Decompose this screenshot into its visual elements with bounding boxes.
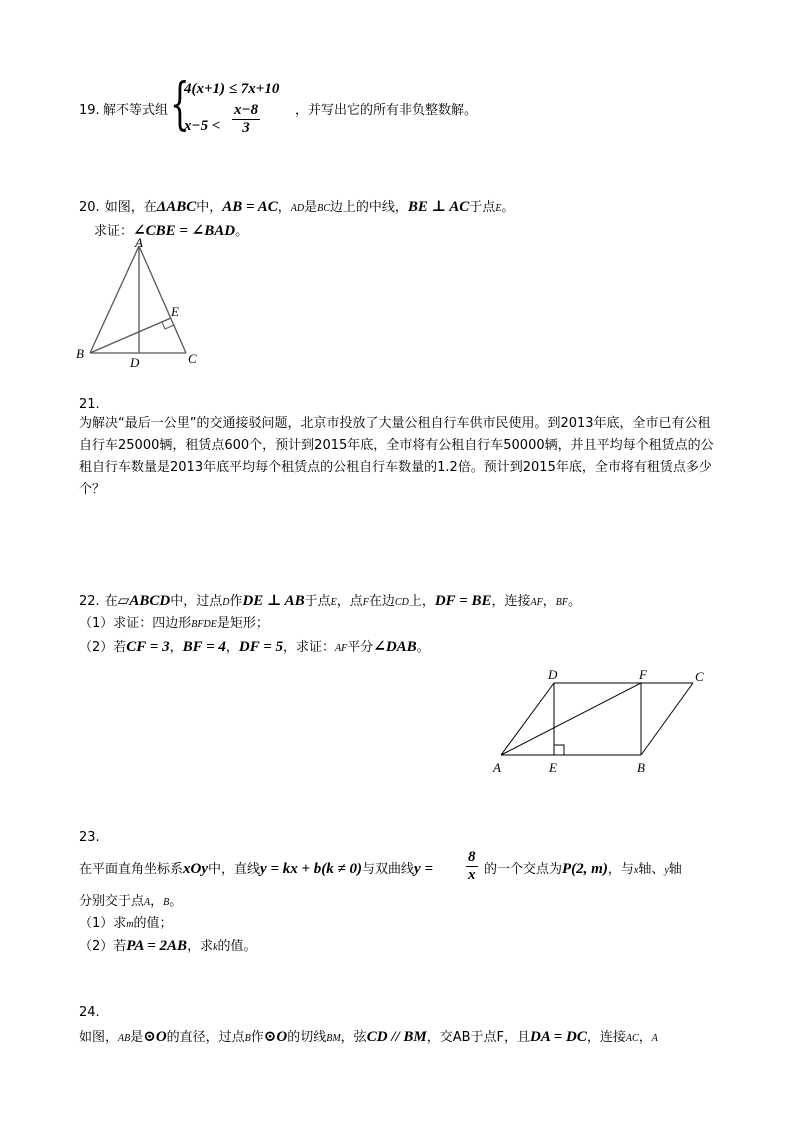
- q24-text: ，: [638, 1030, 652, 1045]
- q23-var: x: [633, 865, 639, 876]
- q22-text: ，连接: [491, 594, 531, 609]
- label-C: C: [695, 669, 704, 684]
- q22-part-2-label: （2）若: [79, 640, 127, 655]
- label-F: F: [639, 667, 647, 682]
- q23-text: ，: [150, 894, 164, 909]
- q22-text: 在边: [368, 594, 395, 609]
- q23-part-1: [79, 912, 173, 934]
- q24-number: 24.: [79, 1005, 100, 1020]
- q19-tail: ，并写出它的所有非负整数解。: [295, 103, 478, 118]
- label-E: E: [171, 304, 179, 319]
- q19-fraction-denominator: 3: [242, 120, 250, 136]
- q24-var: A: [651, 1033, 658, 1044]
- q22-math: ∠DAB: [373, 639, 417, 655]
- q22-math: ▱ABCD: [117, 593, 171, 609]
- q22-text: 在: [104, 594, 118, 609]
- right-angle-mark-E: [554, 745, 564, 755]
- q19-inequality-2-left: x−5 <: [184, 118, 221, 134]
- q23-math: P(2, m): [562, 861, 608, 877]
- q20-text: 中，: [196, 200, 223, 215]
- line-CB: [641, 683, 693, 755]
- q20-math: AB = AC: [222, 199, 278, 215]
- q23-text: 。: [169, 894, 183, 909]
- q23-fraction-denominator: x: [468, 867, 476, 883]
- q24-math: ⊙O: [143, 1029, 167, 1045]
- q20-math: BE ⊥ AC: [407, 199, 470, 215]
- q23-text: 的值。: [217, 939, 257, 954]
- q24-var: AC: [625, 1033, 639, 1044]
- label-D: D: [130, 355, 140, 370]
- q19-inequality-1: 4(x+1) ≤ 7x+10: [184, 81, 280, 97]
- q22-text: 是矩形；: [216, 616, 269, 631]
- q22-text: ，点: [336, 594, 363, 609]
- q23-var: B: [163, 897, 170, 908]
- q23-math: y = kx + b(k ≠ 0): [260, 861, 363, 877]
- q20-text: ，: [277, 200, 291, 215]
- line-BE: [90, 318, 171, 353]
- q23-part-1-label: （1）求: [79, 916, 127, 931]
- q22-text: 上，: [408, 594, 435, 609]
- q22-var: D: [222, 597, 230, 608]
- q22-text: ，: [169, 640, 183, 655]
- q22-var: BF: [555, 597, 568, 608]
- q23-var: A: [144, 897, 151, 908]
- q22-text: 平分: [347, 640, 374, 655]
- line-AD: [501, 683, 554, 755]
- q23-part-2: [79, 935, 257, 957]
- q22-line-1: [79, 590, 581, 612]
- q23-text: 轴: [668, 862, 682, 877]
- q20-triangle-figure: [70, 236, 210, 371]
- q22-math: DF = BE: [434, 593, 492, 609]
- q24-text: 如图，: [79, 1030, 119, 1045]
- q19-fraction-numerator: x−8: [234, 102, 259, 118]
- q22-var: AF: [530, 597, 543, 608]
- q22-var: BFDE: [191, 619, 217, 630]
- q23-var: k: [213, 942, 218, 953]
- label-A: A: [135, 236, 143, 250]
- q24-var: AB: [118, 1033, 131, 1044]
- q19-inequality-2-fraction: [232, 102, 260, 137]
- q22-text: 于点: [304, 594, 331, 609]
- q22-text: 。: [416, 640, 430, 655]
- label-B: B: [637, 760, 645, 775]
- q23-text: ，与: [607, 862, 634, 877]
- q22-text: 。: [567, 594, 581, 609]
- q20-var: BC: [317, 203, 330, 214]
- q22-var: CD: [394, 597, 409, 608]
- q24-var: BM: [326, 1033, 341, 1044]
- line-AC: [139, 246, 186, 353]
- q20-var: E: [495, 203, 502, 214]
- q21-text: 为解决“最后一公里”的交通接驳问题，北京市投放了大量公租自行车供市民使用。到2013年底，全市已有公租自行车25000辆，租赁点600个，预计到2015年底，全市将有公租自行车50000辆，并且平均每个租赁点的公租自行车数量是2013年底平均每个租赁点的公租自行车数量的1.2倍。预计到2015年底，全市将有租赁点多少个？: [79, 416, 714, 497]
- q24-line-1: [79, 1026, 658, 1048]
- q23-hyperbola-fraction: [466, 849, 478, 884]
- q23-text: 轴、: [638, 862, 665, 877]
- q22-text: ，: [225, 640, 239, 655]
- q20-prove-label: 求证：: [94, 224, 134, 239]
- q20-line-1: [79, 196, 514, 218]
- q24-text: 是: [130, 1030, 144, 1045]
- q23-math: y =: [414, 861, 433, 877]
- line-AF: [501, 683, 641, 755]
- q23-math: PA = 2AB: [126, 938, 188, 954]
- q24-text: 的切线: [287, 1030, 327, 1045]
- q23-part-2-label: （2）若: [79, 939, 127, 954]
- q22-math: DF = 5: [238, 639, 284, 655]
- q22-text: 作: [229, 594, 243, 609]
- label-C: C: [188, 351, 197, 366]
- label-D: D: [548, 667, 558, 682]
- label-E: E: [549, 760, 557, 775]
- q23-number: 23.: [79, 830, 100, 845]
- q23-line-1: [79, 858, 433, 879]
- q24-text: ，连接: [586, 1030, 626, 1045]
- q22-math: BF = 4: [182, 639, 226, 655]
- q22-var: AF: [335, 643, 348, 654]
- q20-prove-end: 。: [235, 224, 249, 239]
- q20-text: 边上的中线，: [329, 200, 408, 215]
- q22-number: 22.: [79, 594, 100, 609]
- q23-text: 与双曲线: [362, 862, 415, 877]
- q23-math: xOy: [183, 861, 209, 877]
- q22-math: CF = 3: [126, 639, 170, 655]
- q20-math: ΔABC: [156, 199, 197, 215]
- q22-var: F: [362, 597, 369, 608]
- q23-line-2: [79, 890, 182, 912]
- q20-text: 如图，在: [104, 200, 157, 215]
- q19-number: 19.: [79, 103, 100, 118]
- q22-part-1-label: （1）求证：四边形: [79, 616, 192, 631]
- q24-text: ，弦: [340, 1030, 367, 1045]
- q24-text: 作: [250, 1030, 264, 1045]
- q20-number: 20.: [79, 200, 100, 215]
- q24-math: DA = DC: [530, 1029, 587, 1045]
- q23-text: 的一个交点为: [484, 862, 563, 877]
- label-A: A: [493, 760, 501, 775]
- q21-number: 21.: [79, 397, 100, 412]
- q23-line-1-tail: [484, 858, 682, 880]
- q23-var: y: [664, 865, 669, 876]
- q19-brace: {: [170, 72, 190, 137]
- q22-part-1: [79, 612, 269, 634]
- q23-var: m: [126, 919, 134, 930]
- q22-parallelogram-figure: [485, 664, 715, 779]
- q23-text: 的值；: [133, 916, 173, 931]
- q20-text: 。: [501, 200, 515, 215]
- q20-var: AD: [290, 203, 305, 214]
- q22-part-2: [79, 636, 430, 658]
- q23-fraction-numerator: 8: [468, 849, 476, 865]
- q23-text: 分别交于点: [79, 894, 145, 909]
- q22-var: E: [330, 597, 337, 608]
- q20-text: 于点: [469, 200, 496, 215]
- q23-text: 中，直线: [208, 862, 261, 877]
- q22-math: DE ⊥ AB: [242, 593, 305, 609]
- q24-text: ，交AB于点F，且: [426, 1030, 530, 1045]
- line-AB: [90, 246, 139, 353]
- q24-math: CD // BM: [366, 1029, 427, 1045]
- q24-text: 的直径，过点: [166, 1030, 245, 1045]
- q24-var: B: [244, 1033, 251, 1044]
- q20-text: 是: [304, 200, 318, 215]
- q23-text: 在平面直角坐标系: [79, 862, 184, 877]
- q19-prompt: 解不等式组: [103, 103, 169, 118]
- q23-text: ，求: [187, 939, 214, 954]
- label-B: B: [76, 346, 84, 361]
- q22-text: ，求证：: [283, 640, 336, 655]
- q20-prove-math: ∠CBE = ∠BAD: [133, 223, 236, 239]
- q22-text: ，: [542, 594, 556, 609]
- q22-text: 中，过点: [170, 594, 223, 609]
- q24-math: ⊙O: [263, 1029, 288, 1045]
